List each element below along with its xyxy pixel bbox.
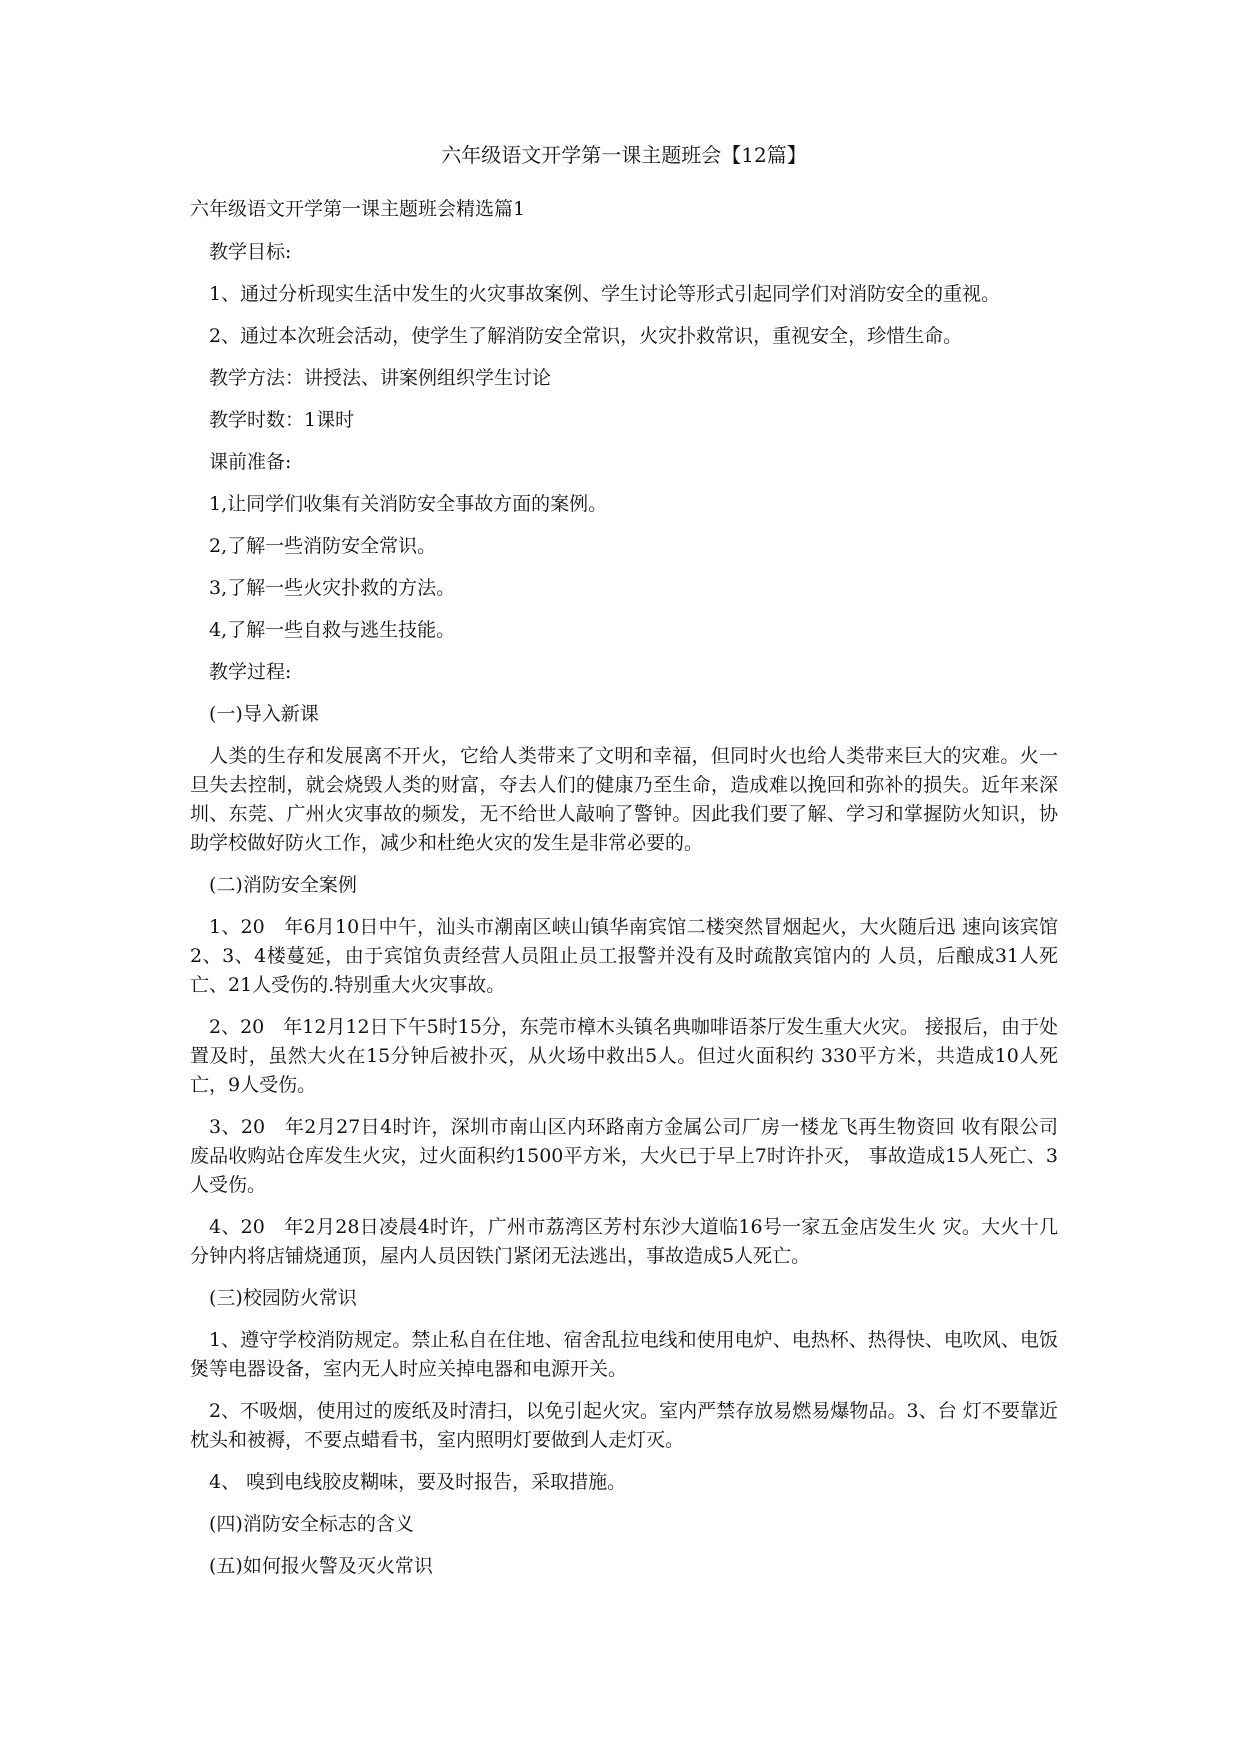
body-paragraph: 人类的生存和发展离不开火，它给人类带来了文明和幸福，但同时火也给人类带来巨大的灾难。火一旦失去控制，就会烧毁人类的财富，夺去人们的健康乃至生命，造成难以挽回和弥补的损失。近年来深圳、东莞、广州火灾事故的频发，无不给世人敲响了警钟。因此我们要了解、学习和掌握防火知识，协助学校做好防火工作，减少和杜绝火灾的发生是非常必要的。 [190, 745, 1058, 854]
case-item: 3、20 年2月27日4时许，深圳市南山区内环路南方金属公司厂房一楼龙飞再生物资回 收有限公司废品收购站仓库发生火灾，过火面积约1500平方米，大火已于早上7时许扑灭， 事故造成15人死亡、3人受伤。 [190, 1116, 1058, 1196]
subsection-heading: (二)消防安全案例 [209, 874, 357, 896]
goal-item: 2、通过本次班会活动，使学生了解消防安全常识，火灾扑救常识，重视安全，珍惜生命。 [209, 325, 963, 347]
document-page [190, 140, 1058, 1594]
section-heading: 六年级语文开学第一课主题班会精选篇1 [190, 198, 526, 220]
fire-safety-item: 2、不吸烟，使用过的废纸及时清扫，以免引起火灾。室内严禁存放易燃易爆物品。3、台 灯不要靠近枕头和被褥，不要点蜡看书，室内照明灯要做到人走灯灭。 [190, 1400, 1058, 1451]
preparation-heading: 课前准备: [209, 451, 292, 473]
preparation-item: 2,了解一些消防安全常识。 [209, 535, 437, 557]
fire-safety-item: 1、遵守学校消防规定。禁止私自在住地、宿舍乱拉电线和使用电炉、电热杯、热得快、电吹风、电饭煲等电器设备，室内无人时应关掉电器和电源开关。 [190, 1329, 1058, 1380]
process-heading: 教学过程: [209, 661, 292, 683]
subsection-heading: (一)导入新课 [209, 703, 319, 725]
preparation-item: 1,让同学们收集有关消防安全事故方面的案例。 [209, 493, 608, 515]
case-item: 2、20 年12月12日下午5时15分，东莞市樟木头镇名典咖啡语茶厅发生重大火灾。 接报后，由于处置及时，虽然大火在15分钟后被扑灭，从火场中救出5人。但过火面积约 330平方米，共造成10人死亡，9人受伤。 [190, 1016, 1058, 1096]
preparation-item: 3,了解一些火灾扑救的方法。 [209, 577, 456, 599]
subsection-heading: (三)校园防火常识 [209, 1287, 357, 1309]
teaching-goals-heading: 教学目标: [209, 241, 292, 263]
subsection-heading: (四)消防安全标志的含义 [209, 1513, 414, 1535]
goal-item: 1、通过分析现实生活中发生的火灾事故案例、学生讨论等形式引起同学们对消防安全的重视。 [209, 283, 1001, 305]
fire-safety-item: 4、 嗅到电线胶皮糊味，要及时报告，采取措施。 [209, 1471, 627, 1493]
teaching-hours: 教学时数：1课时 [209, 409, 355, 431]
document-title: 六年级语文开学第一课主题班会【12篇】 [441, 143, 807, 167]
subsection-heading: (五)如何报火警及灭火常识 [209, 1555, 433, 1577]
case-item: 1、20 年6月10日中午，汕头市潮南区峡山镇华南宾馆二楼突然冒烟起火，大火随后迅 速向该宾馆2、3、4楼蔓延，由于宾馆负责经营人员阻止员工报警并没有及时疏散宾馆内的 人员，后酿成31人死亡、21人受伤的.特别重大火灾事故。 [190, 916, 1058, 996]
teaching-method: 教学方法：讲授法、讲案例组织学生讨论 [209, 367, 552, 389]
case-item: 4、20 年2月28日凌晨4时许，广州市荔湾区芳村东沙大道临16号一家五金店发生火 灾。大火十几分钟内将店铺烧通顶，屋内人员因铁门紧闭无法逃出，事故造成5人死亡。 [190, 1216, 1058, 1267]
preparation-item: 4,了解一些自救与逃生技能。 [209, 619, 456, 641]
